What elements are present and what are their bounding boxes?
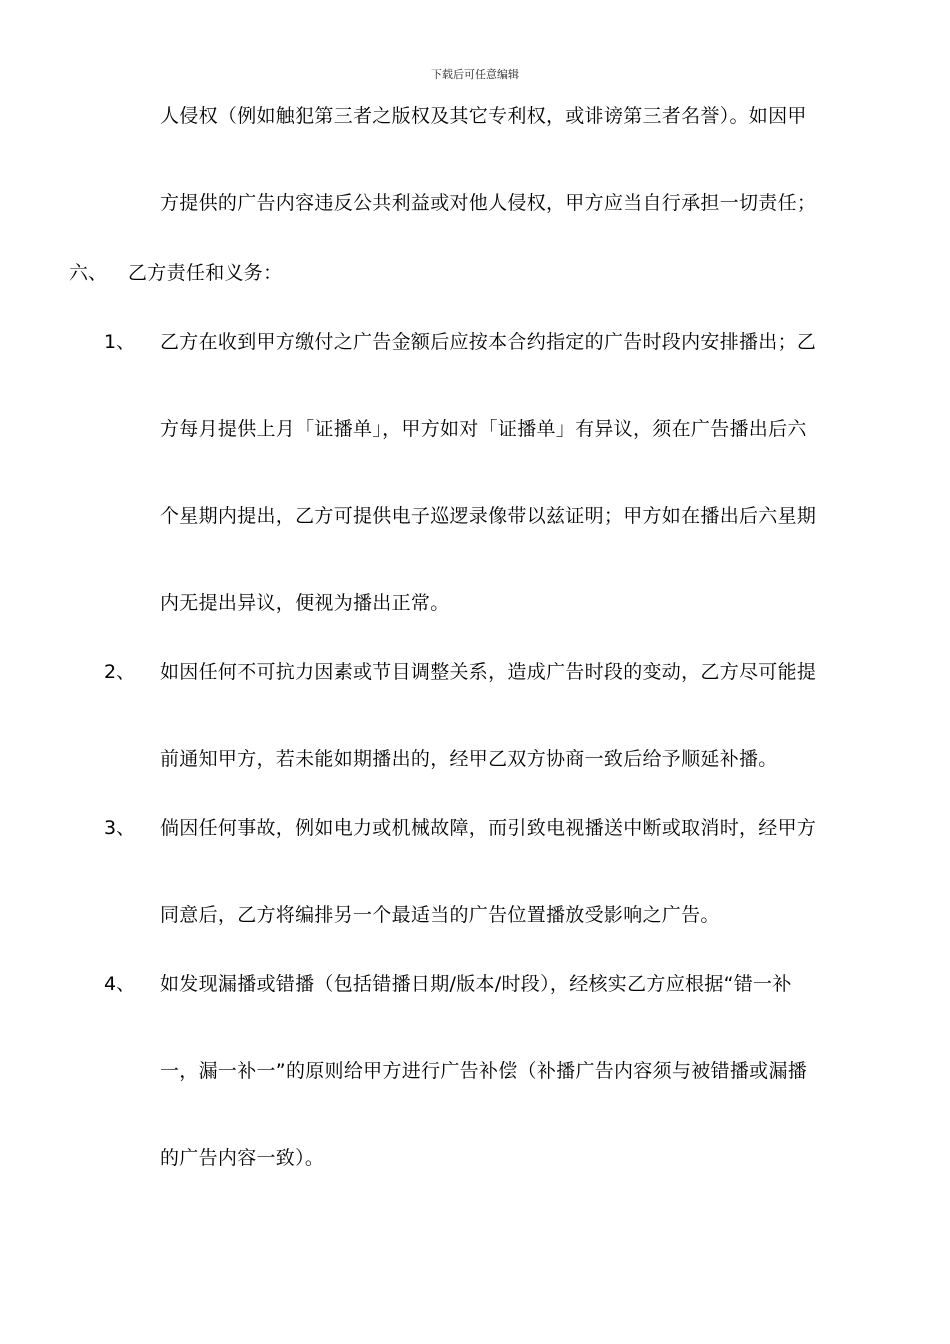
item-line: 同意后，乙方将编排另一个最适当的广告位置播放受影响之广告。: [160, 904, 720, 926]
item-line: 一，漏一补一”的原则给甲方进行广告补偿（补播广告内容须与被错播或漏播: [160, 1060, 808, 1082]
item-line: 如因任何不可抗力因素或节目调整关系，造成广告时段的变动，乙方尽可能提: [160, 661, 817, 683]
header-note: 下载后可任意编辑: [431, 68, 519, 81]
paragraph-line: 人侵权（例如触犯第三者之版权及其它专利权，或诽谤第三者名誉）。如因甲: [160, 105, 807, 127]
item-number: 4、: [104, 973, 136, 995]
item-line: 方每月提供上月「证播单」，甲方如对「证播单」有异议，须在广告播出后六: [160, 418, 807, 440]
item-line: 前通知甲方，若未能如期播出的，经甲乙双方协商一致后给予顺延补播。: [160, 748, 778, 770]
item-line: 如发现漏播或错播（包括错播日期/版本/时段），经核实乙方应根据“错一补: [160, 973, 792, 995]
paragraph-line: 方提供的广告内容违反公共利益或对他人侵权，甲方应当自行承担一切责任；: [160, 192, 817, 214]
item-number: 3、: [104, 817, 136, 839]
item-line: 内无提出异议，便视为播出正常。: [160, 592, 450, 614]
item-number: 1、: [104, 331, 136, 353]
section-title: 乙方责任和义务：: [128, 262, 283, 284]
section-number: 六、: [69, 262, 108, 284]
item-line: 的广告内容一致）。: [160, 1147, 325, 1169]
item-number: 2、: [104, 661, 136, 683]
item-line: 乙方在收到甲方缴付之广告金额后应按本合约指定的广告时段内安排播出；乙: [160, 331, 817, 353]
item-line: 倘因任何事故，例如电力或机械故障，而引致电视播送中断或取消时，经甲方: [160, 817, 817, 839]
item-line: 个星期内提出，乙方可提供电子巡逻录像带以兹证明；甲方如在播出后六星期: [160, 505, 817, 527]
